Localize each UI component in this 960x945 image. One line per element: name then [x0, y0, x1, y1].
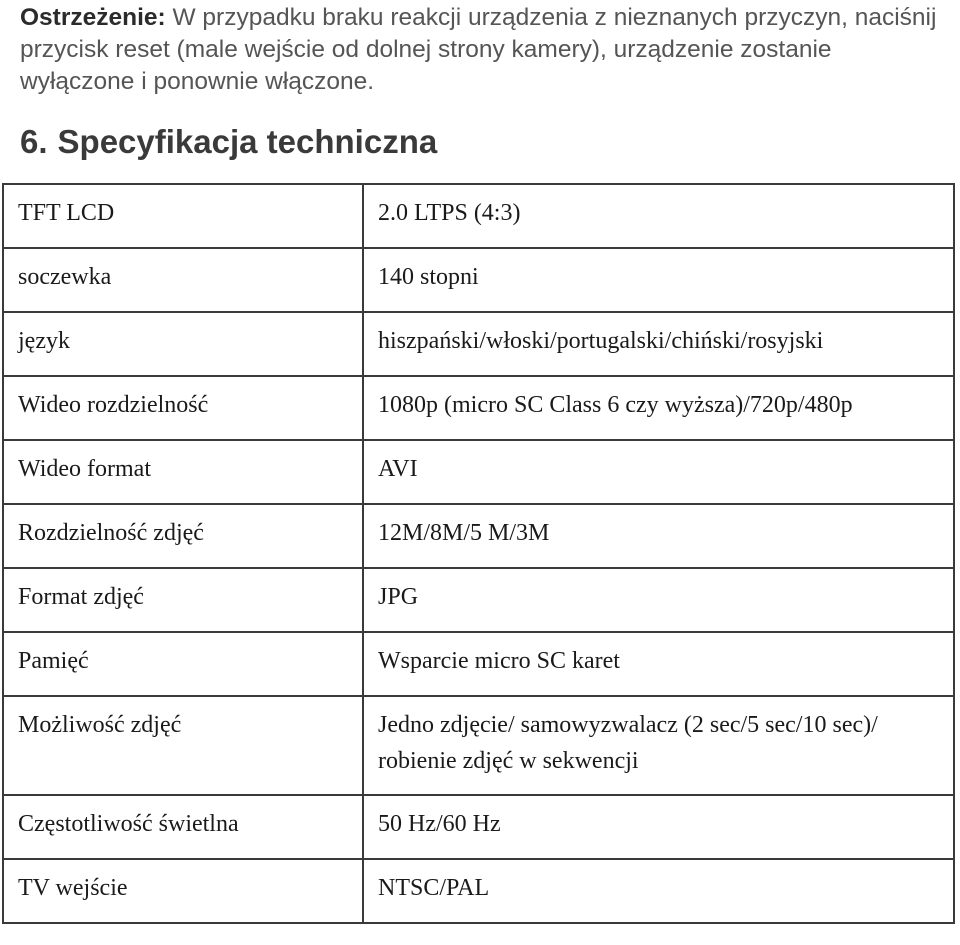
spec-key: soczewka: [3, 248, 363, 312]
spec-key: Format zdjęć: [3, 568, 363, 632]
spec-value: 1080p (micro SC Class 6 czy wyższa)/720p/480p: [363, 376, 954, 440]
spec-value-multiline: [363, 696, 954, 795]
table-row: [3, 248, 954, 312]
table-row: [3, 859, 954, 923]
spec-value-line: Jedno zdjęcie/ samowyzwalacz (2 sec/5 sec/10 sec)/: [378, 712, 878, 738]
spec-value: 140 stopni: [363, 248, 954, 312]
spec-key: Rozdzielność zdjęć: [3, 504, 363, 568]
spec-value: hiszpański/włoski/portugalski/chiński/rosyjski: [363, 312, 954, 376]
table-row: [3, 184, 954, 248]
spec-key: Możliwość zdjęć: [3, 696, 363, 795]
spec-key: TFT LCD: [3, 184, 363, 248]
spec-value: Wsparcie micro SC karet: [363, 632, 954, 696]
section-number: 6.: [20, 123, 48, 160]
warning-paragraph: [20, 2, 940, 98]
spec-key: Częstotliwość świetlna: [3, 795, 363, 859]
table-row: [3, 504, 954, 568]
table-row: [3, 312, 954, 376]
spec-value-line: robienie zdjęć w sekwencji: [378, 748, 639, 774]
spec-value: 2.0 LTPS (4:3): [363, 184, 954, 248]
spec-value: 12M/8M/5 M/3M: [363, 504, 954, 568]
spec-key: TV wejście: [3, 859, 363, 923]
table-row: [3, 632, 954, 696]
spec-key: Wideo format: [3, 440, 363, 504]
section-title-text: Specyfikacja techniczna: [57, 123, 438, 160]
spec-key: Pamięć: [3, 632, 363, 696]
warning-text: W przypadku braku reakcji urządzenia z nieznanych przyczyn, naciśnij przycisk reset (male wejście od dolnej strony kamery), urządzenie zostanie wyłączone i ponownie włączone.: [20, 4, 937, 95]
spec-value: 50 Hz/60 Hz: [363, 795, 954, 859]
spec-key: Wideo rozdzielność: [3, 376, 363, 440]
section-heading: [20, 120, 437, 164]
table-row: [3, 440, 954, 504]
spec-value: JPG: [363, 568, 954, 632]
table-row: [3, 696, 954, 795]
table-row: [3, 568, 954, 632]
table-row: [3, 376, 954, 440]
spec-value: NTSC/PAL: [363, 859, 954, 923]
spec-value: AVI: [363, 440, 954, 504]
spec-table: [2, 183, 955, 924]
table-row: [3, 795, 954, 859]
warning-label: Ostrzeżenie:: [20, 4, 166, 31]
spec-key: język: [3, 312, 363, 376]
